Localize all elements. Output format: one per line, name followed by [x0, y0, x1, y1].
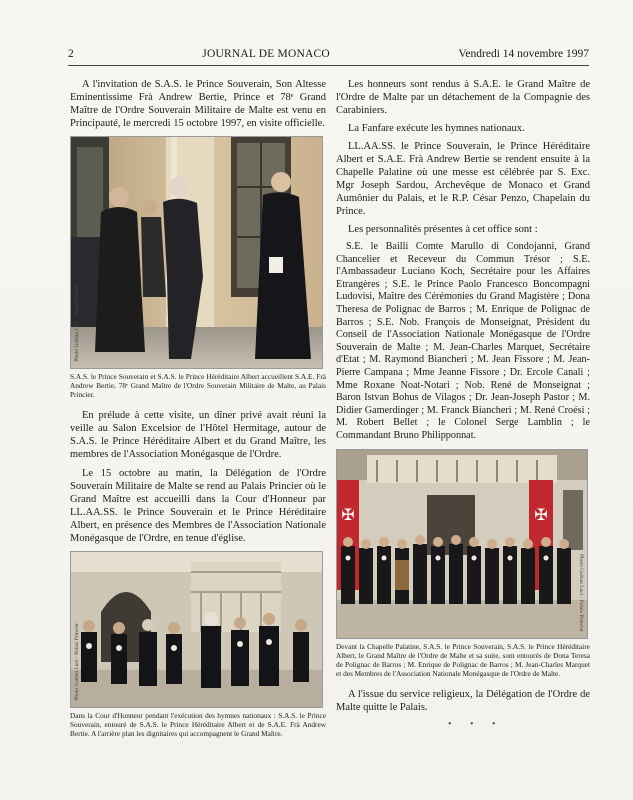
- chapel-paragraph: LL.AA.SS. le Prince Souverain, le Prince Héréditaire Albert et S.A.E. Frà Andrew Bertie se rendent ensuite à la Chapelle Palatine où une messe est célébrée par S. Exc. Mgr Joseph Sardou, Archevêque de Monaco et Grand Aumônier du Palais, et le R.P. César Penzo, Chapelain du Prince.: [336, 141, 590, 217]
- header-rule: [68, 65, 589, 66]
- end-ornament: • • •: [448, 718, 504, 730]
- left-column: [70, 78, 326, 748]
- page-header: [68, 48, 589, 64]
- fanfare-paragraph: La Fanfare exécute les hymnes nationaux.: [348, 123, 525, 134]
- svg-text:✠: ✠: [534, 504, 548, 524]
- morning-paragraph: Le 15 octobre au matin, la Délégation de l'Ordre Souverain Militaire de Malte se rend au Palais Princier où le Grand Maître est accueilli dans la Cour d'Honneur par LL.AA.SS. le Prince Souverain et le Prince Héréditaire Albert, en présence des Membres de l'Association Nationale Monégasque de l'Ordre, en tenue d'église.: [70, 468, 326, 544]
- arrival-photo-image: [71, 137, 323, 369]
- closing-paragraph: A l'issue du service religieux, la Délégation de l'Ordre de Malte quitte le Palais.: [336, 688, 590, 713]
- attendees-intro: Les personnalités présentes à cet office sont :: [348, 224, 538, 235]
- attendees-list: S.E. le Bailli Comte Marullo di Condojanni, Grand Chancelier et Receveur du Commun Trésor ; S.E. l'Ambassadeur Luciano Koch, Secrétaire pour les Affaires Etrangères ; S.E. le Prince Paolo Francesco Boncompagni Ludovisi, Maître des Cérémonies du Grand Magistère ; Dona Theresa de Polignac de Barros ; M. Enrique de Polignac de Barros ; S.E. Nob. François de Monseignat, Président du Conseil de l'Association Nationale Monégasque de l'Ordre Souverain de Malte ; M. Jean-Charles Marquet, Secrétaire d'Etat ; M. Raymond Biancheri ; M. Jean Fissore ; M. Jean-Pierre Campana ; Mme Jeanne Fissore ; Dr. Ercole Canali ; Mme Roxane Noat-Notari ; Nob. René de Monseignat ; Baron Istvan Bohus de Vilagos ; Dr. Jean-Joseph Pastor ; M. Didier Gamerdinger ; M. Franck Biancheri ; M. René Croési ; M. Robert Bellet ; le Colonel Serge Lamblin ; le Commandant Bruno Philipponnat.: [336, 241, 590, 441]
- page-number: 2: [68, 48, 74, 60]
- chapel-photo-image: [337, 450, 588, 639]
- right-column: [336, 78, 590, 730]
- photo2-caption: Dans la Cour d'Honneur pendant l'exécution des hymnes nationaux : S.A.S. le Prince Souverain, entouré de S.A.S. le Prince Héréditaire Albert et de S.A.E. Frà Andrew Bertie. A l'arrière plan les dignitaires qui accompagnent le Grand Maître.: [70, 711, 326, 738]
- photo3-caption: Devant la Chapelle Palatine, S.A.S. le Prince Souverain, S.A.S. le Prince Héréditaire Albert, le Grand Maître de l'Ordre de Malte et sa suite, sont entourés de Dona Teresa de Polignac de Barros ; M. Enrique de Polignac de Barros ; M. Jean-Charles Marquet et des Membres de l'Association Nationale Monégasque de l'Ordre de Malte.: [336, 641, 590, 678]
- svg-text:✠: ✠: [341, 504, 355, 524]
- dinner-paragraph: En prélude à cette visite, un dîner privé avait réuni la veille au Salon Excelsior de l'Hôtel Hermitage, autour de S.A.S. le Prince Héréditaire Albert et du Grand Maître, les membres de l'Association Monégasque de l'Ordre.: [70, 410, 326, 460]
- courtyard-photo-image: [71, 552, 323, 708]
- photo2-credit: Photo Gaëtan Luci - Palais Princier: [74, 623, 80, 701]
- photo-arrival: [70, 136, 323, 369]
- photo1-credit: Photo Gaëtan Luci - Palais Princier: [74, 284, 80, 362]
- intro-paragraph: A l'invitation de S.A.S. le Prince Souverain, Son Altesse Eminentissime Frà Andrew Bertie, Prince et 78ᵉ Grand Maître de l'Ordre Souverain Militaire de Malte est venu en Principauté, le mercredi 15 octobre 1997, en visite officielle.: [70, 79, 326, 129]
- photo-courtyard: [70, 551, 323, 708]
- publication-title: JOURNAL DE MONACO: [202, 48, 330, 60]
- honours-paragraph: Les honneurs sont rendus à S.A.E. le Grand Maître de l'Ordre de Malte par un détachement de la Compagnie des Carabiniers.: [336, 79, 590, 116]
- photo3-credit: Photo Gaëtan Luci - Palais Princier: [578, 553, 584, 632]
- issue-date: Vendredi 14 novembre 1997: [458, 48, 589, 60]
- photo-chapel: [336, 449, 588, 639]
- photo1-caption: S.A.S. le Prince Souverain et S.A.S. le Prince Héréditaire Albert accueillent S.A.E. Frà Andrew Bertie, 78ᵉ Grand Maître de l'Ordre Souverain Militaire de Malte, au Palais Princier.: [70, 372, 326, 399]
